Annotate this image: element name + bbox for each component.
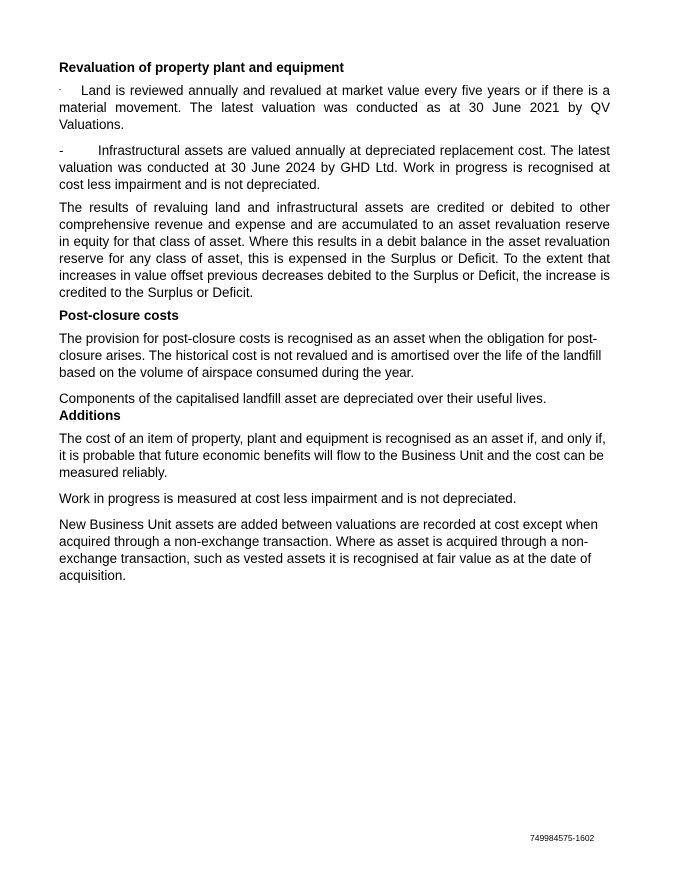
post-closure-heading: Post-closure costs [59, 308, 179, 323]
additions-heading: Additions [59, 408, 121, 423]
post-closure-paragraph-1: The provision for post-closure costs is recognised as an asset when the obligation for post-closure arises. The historical cost is not revalued and is amortised over the life of the landfill based on the volume of airspace consumed during the year. [59, 331, 602, 380]
land-bullet-text: Land is reviewed annually and revalued at market value every five years or if there is a material movement. The latest valuation was conducted as at 30 June 2021 by QV Valuations. [59, 83, 610, 132]
infrastructure-bullet-text: Infrastructural assets are valued annually at depreciated replacement cost. The latest valuation was conducted at 30 June 2024 by GHD Ltd. Work in progress is recognised at cost less impairment and is not depreciated. [59, 143, 610, 192]
additions-paragraph-2: Work in progress is measured at cost less impairment and is not depreciated. [59, 491, 517, 506]
post-closure-paragraph-2: Components of the capitalised landfill asset are depreciated over their useful lives. [59, 391, 547, 406]
infrastructure-bullet [59, 142, 610, 193]
document-id: 749984575-1602 [530, 833, 595, 843]
additions-paragraph-3: New Business Unit assets are added between valuations are recorded at cost except when acquired through a non-exchange transaction. Where as asset is acquired through a non-exchange transaction, such as vested assets it is recognised at fair value as at the date of acquisition. [59, 517, 598, 583]
additions-paragraph-1: The cost of an item of property, plant and equipment is recognised as an asset if, and only if, it is probable that future economic benefits will flow to the Business Unit and the cost can be measured reliably. [59, 431, 606, 480]
infrastructure-bullet-marker: - [59, 143, 64, 158]
land-bullet [59, 82, 610, 133]
land-bullet-marker: - [59, 87, 62, 94]
revaluation-heading: Revaluation of property plant and equipment [59, 60, 344, 75]
revaluation-paragraph: The results of revaluing land and infrastructural assets are credited or debited to other comprehensive revenue and expense and are accumulated to an asset revaluation reserve in equity for that class of asset. Where this results in a debit balance in the asset revaluation reserve for any class of asset, this is expensed in the Surplus or Deficit. To the extent that increases in value offset previous decreases debited to the Surplus or Deficit, the increase is credited to the Surplus or Deficit. [59, 200, 610, 300]
document-page [59, 59, 610, 584]
